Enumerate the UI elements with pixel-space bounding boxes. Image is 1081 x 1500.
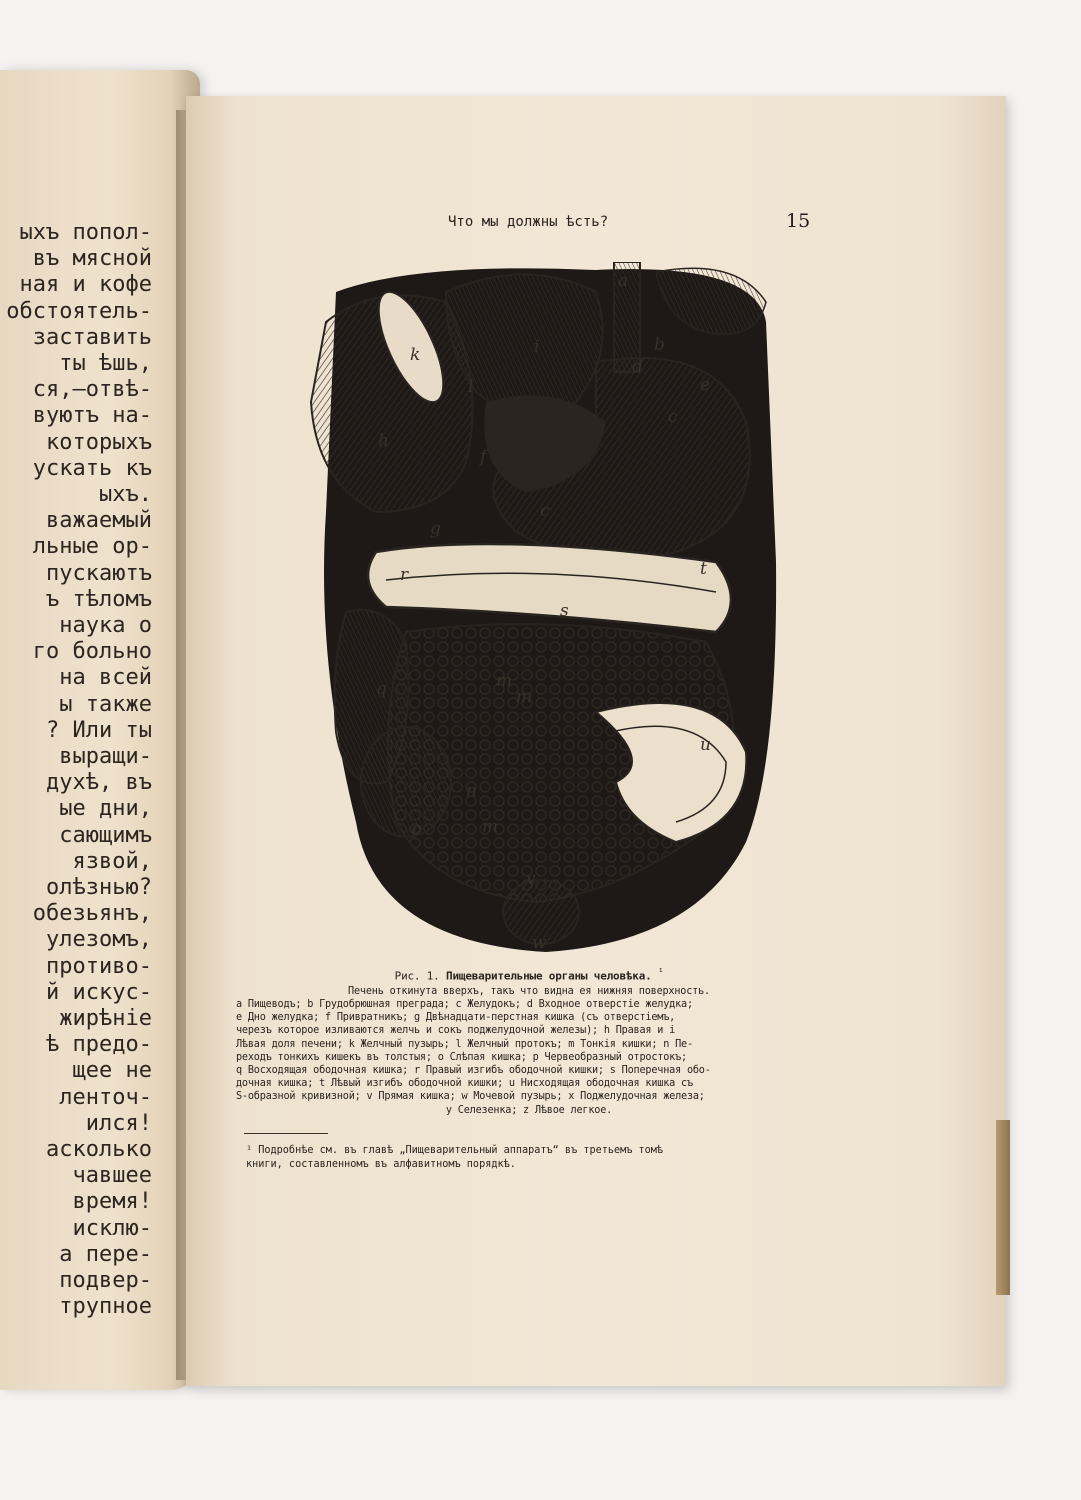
legend-line: S-образной кривизной; v Прямая кишка; w Мочевой пузырь; x Поджелудочная железа;	[236, 1091, 705, 1103]
left-page-text-line: ся,—отвѣ-	[32, 377, 152, 403]
legend-line: а Пищеводъ; b Грудобрюшная преграда; c Желудокъ; d Входное отверстіе желудка;	[236, 999, 693, 1011]
figure-title: Пищеварительные органы человѣка.	[446, 969, 652, 983]
figure-label: q	[376, 679, 387, 699]
figure-label: c	[668, 407, 678, 427]
figure-label: n	[466, 781, 477, 801]
left-page-text-line: ты ѣшь,	[59, 351, 152, 376]
footnote-line: книги, составленномъ въ алфавитномъ порядкѣ.	[246, 1159, 516, 1170]
left-page	[0, 70, 200, 1390]
footnote-marker: ¹	[658, 967, 664, 978]
figure-number: Рис. 1.	[394, 969, 440, 983]
left-page-text-line: язвой,	[72, 848, 152, 874]
left-page-text-line: подвер-	[59, 1268, 152, 1293]
figure-label: b	[654, 335, 665, 355]
left-page-text-line: асколько	[46, 1137, 152, 1162]
left-page-text-line: важаемый	[46, 508, 152, 534]
page-edge	[996, 1120, 1010, 1295]
figure-label: u	[700, 735, 711, 755]
left-page-text-line: чавшее	[72, 1163, 152, 1189]
caption-title	[236, 966, 822, 983]
left-page-text-line: ился!	[85, 1110, 152, 1136]
left-page-text-line: льные ор-	[32, 534, 152, 560]
left-page-text-line: ? Или ты	[46, 717, 152, 743]
figure-label: e	[700, 375, 711, 395]
left-page-text-line: ѣ предо-	[46, 1032, 152, 1058]
left-page-text-line: го больно	[32, 639, 152, 665]
left-page-text-line: сающимъ	[59, 822, 152, 848]
left-page-text-line: на всей	[59, 665, 152, 691]
legend-line: y Селезенка; z Лѣвое легкое.	[445, 1104, 613, 1116]
figure-label: s	[560, 601, 569, 621]
left-page-text-line: выращи-	[59, 744, 152, 769]
left-page-text-line: время!	[72, 1189, 152, 1215]
figure-label: w	[532, 933, 547, 953]
figure-label: v	[526, 869, 536, 889]
legend-line: черезъ которое изливаются желчь и сокъ поджелудочной железы); h Правая и i	[236, 1025, 676, 1037]
left-page-text-line: противо-	[46, 953, 152, 979]
left-page-text-line: духѣ, въ	[46, 770, 152, 796]
figure-label: m	[516, 687, 533, 707]
left-page-text-line: ленточ-	[59, 1084, 152, 1110]
figure-caption	[236, 966, 822, 1117]
running-head: Что мы должны ѣсть?	[448, 214, 609, 230]
cecum	[361, 727, 451, 837]
footnote-line: ¹ Подробнѣе см. въ главѣ „Пищеварительный аппаратъ“ въ третьемъ томѣ	[246, 1145, 664, 1156]
digestive-organs-illustration	[296, 262, 778, 962]
left-page-text-line: пускаютъ	[46, 560, 152, 586]
left-page-text-line: наука о	[59, 613, 152, 638]
figure-label: k	[410, 345, 421, 365]
left-page-text-line: й искус-	[46, 979, 152, 1005]
figure-label: o	[412, 819, 423, 839]
legend-line: q Восходящая ободочная кишка; r Правый изгибъ ободочной кишки; s Поперечная обо-	[236, 1065, 711, 1077]
left-page-text-line: ъ тѣломъ	[46, 586, 152, 612]
left-page-text-line: щее не	[72, 1058, 152, 1084]
left-page-text-line: трупное	[59, 1294, 152, 1320]
legend-line: e Дно желудка; f Привратникъ; g Двѣнадцати-перстная кишка (съ отверстіемъ,	[236, 1012, 676, 1024]
left-page-text-line: ыхъ попол-	[19, 220, 152, 245]
left-page-text-line: ые дни,	[59, 796, 152, 822]
left-page-text-line: въ мясной	[32, 246, 152, 272]
left-page-text-line: олѣзнью?	[46, 875, 152, 900]
left-page-text-line: исклю-	[72, 1215, 152, 1241]
left-page-text-line: ная и кофе	[19, 272, 152, 298]
figure-label: d	[632, 357, 643, 377]
left-page-text-line: ыхъ.	[99, 482, 152, 507]
page-number: 15	[786, 210, 811, 232]
figure-label: h	[378, 431, 389, 451]
figure-label: l	[468, 377, 474, 397]
figure-label: g	[430, 519, 441, 539]
left-page-text-line: ы также	[59, 691, 152, 717]
footnote-rule	[244, 1133, 328, 1134]
left-page-text-line: вуютъ на-	[32, 403, 152, 429]
figure-label: m	[496, 671, 513, 691]
left-page-text-line: улезомъ,	[46, 927, 152, 953]
left-page-text-line: обстоятель-	[6, 298, 152, 324]
legend-line: Лѣвая доля печени; k Желчный пузырь; l Желчный протокъ; m Тонкія кишки; n Пе-	[236, 1038, 693, 1050]
figure-label: f	[480, 447, 487, 467]
left-page-text-line: жирѣніе	[59, 1006, 152, 1031]
figure-label: t	[700, 559, 707, 579]
left-page-text-line: которыхъ	[46, 429, 152, 455]
legend-line: дочная кишка; t Лѣвый изгибъ ободочной кишки; u Нисходящая ободочная кишка съ	[236, 1078, 693, 1090]
figure-label: m	[482, 817, 499, 837]
figure-label: r	[400, 565, 409, 585]
left-page-text-line: обезьянъ,	[32, 901, 152, 927]
left-page-text-line: ускать къ	[32, 455, 152, 481]
left-page-text-line: а пере-	[59, 1241, 152, 1267]
footnote	[246, 1144, 826, 1172]
left-page-text-line: заставить	[32, 324, 152, 350]
caption-subtitle: Печень откинута вверхъ, такъ что видна ея нижняя поверхность.	[348, 985, 710, 997]
figure-label: i	[534, 337, 540, 357]
legend-line: реходъ тонкихъ кишекъ въ толстыя; o Слѣпая кишка; p Червеобразный отростокъ;	[236, 1051, 687, 1063]
figure-label: a	[618, 271, 629, 291]
figure-label: c	[540, 501, 550, 521]
